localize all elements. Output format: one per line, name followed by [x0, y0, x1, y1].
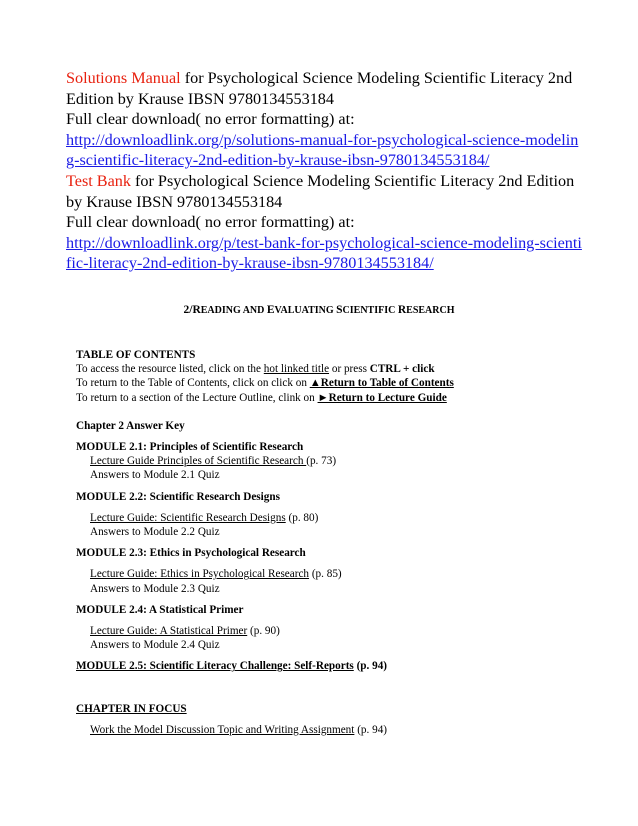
module-2-5-item: MODULE 2.5: Scientific Literacy Challenge: Self-Reports (p. 94) [76, 660, 388, 673]
module-title: MODULE 2.2: Scientific Research Designs [76, 490, 280, 503]
toc-instruction-3: To return to a section of the Lecture Outline, clink on ►Return to Lecture Guide [76, 391, 447, 404]
download-info [66, 68, 586, 274]
answer-key-heading: Chapter 2 Answer Key [76, 419, 185, 432]
test-bank-link[interactable]: http://downloadlink.org/p/test-bank-for-psychological-science-modeling-scientific-literacy-2nd-edition-by-krause-ibsn-9780134553184/ [66, 233, 582, 273]
testbank-paragraph [66, 171, 586, 212]
test-bank-label: Test Bank [66, 171, 131, 190]
download-note: Full clear download( no error formatting) at: [66, 213, 355, 232]
quiz-answers-item: Answers to Module 2.2 Quiz [90, 526, 220, 539]
lecture-guide-link[interactable]: Lecture Guide: A Statistical Primer [90, 625, 248, 638]
focus-item: Work the Model Discussion Topic and Writing Assignment (p. 94) [90, 723, 388, 736]
hot-linked-title-text: hot linked title [263, 363, 330, 376]
lecture-guide-link[interactable]: Lecture Guide: Scientific Research Designs [90, 511, 286, 524]
solutions-description: for Psychological Science Modeling Scientific Literacy 2nd Edition by Krause IBSN 9780134553184 [66, 69, 573, 108]
download-note: Full clear download( no error formatting) at: [66, 110, 355, 129]
solutions-paragraph [66, 68, 586, 109]
toc-instruction-2: To return to the Table of Contents, click on click on ▲Return to Table of Contents [76, 377, 454, 390]
lecture-guide-link[interactable]: Lecture Guide: Ethics in Psychological Research [90, 568, 310, 581]
return-to-toc-link[interactable]: ▲Return to Table of Contents [309, 377, 454, 390]
chapter-title: 2/READING AND EVALUATING SCIENTIFIC RESEARCH [183, 304, 455, 316]
testbank-description: for Psychological Science Modeling Scientific Literacy 2nd Edition by Krause IBSN 9780134553184 [66, 171, 575, 211]
chapter-in-focus-heading: CHAPTER IN FOCUS [76, 702, 187, 715]
lecture-guide-link[interactable]: Lecture Guide Principles of Scientific Research [90, 455, 307, 468]
quiz-answers-item: Answers to Module 2.3 Quiz [90, 582, 220, 595]
module-title: MODULE 2.4: A Statistical Primer [76, 603, 244, 616]
lecture-guide-item: Lecture Guide: A Statistical Primer (p. 90) [90, 625, 280, 638]
module-2-5-link[interactable]: MODULE 2.5: Scientific Literacy Challenge: Self-Reports [76, 660, 354, 673]
lecture-guide-item: Lecture Guide: Ethics in Psychological Research (p. 85) [90, 568, 342, 581]
solutions-manual-link[interactable]: http://downloadlink.org/p/solutions-manual-for-psychological-science-modeling-scientific-literacy-2nd-edition-by-krause-ibsn-9780134553184/ [66, 130, 579, 170]
lecture-guide-item: Lecture Guide: Scientific Research Designs (p. 80) [90, 511, 319, 524]
module-title: MODULE 2.3: Ethics in Psychological Research [76, 547, 306, 560]
quiz-answers-item: Answers to Module 2.1 Quiz [90, 469, 220, 482]
work-the-model-link[interactable]: Work the Model Discussion Topic and Writing Assignment [90, 723, 355, 736]
quiz-answers-item: Answers to Module 2.4 Quiz [90, 639, 220, 652]
lecture-guide-item: Lecture Guide Principles of Scientific Research (p. 73) [90, 455, 337, 468]
lecture-outline [76, 348, 586, 737]
ctrl-click-text: CTRL + click [369, 363, 435, 376]
solutions-manual-label: Solutions Manual [66, 69, 181, 87]
toc-heading: TABLE OF CONTENTS [76, 349, 196, 361]
toc-instruction-1: To access the resource listed, click on the hot linked title or press CTRL + click [76, 363, 435, 376]
module-title: MODULE 2.1: Principles of Scientific Research [76, 441, 304, 454]
return-to-lecture-guide-link[interactable]: ►Return to Lecture Guide [317, 391, 447, 404]
